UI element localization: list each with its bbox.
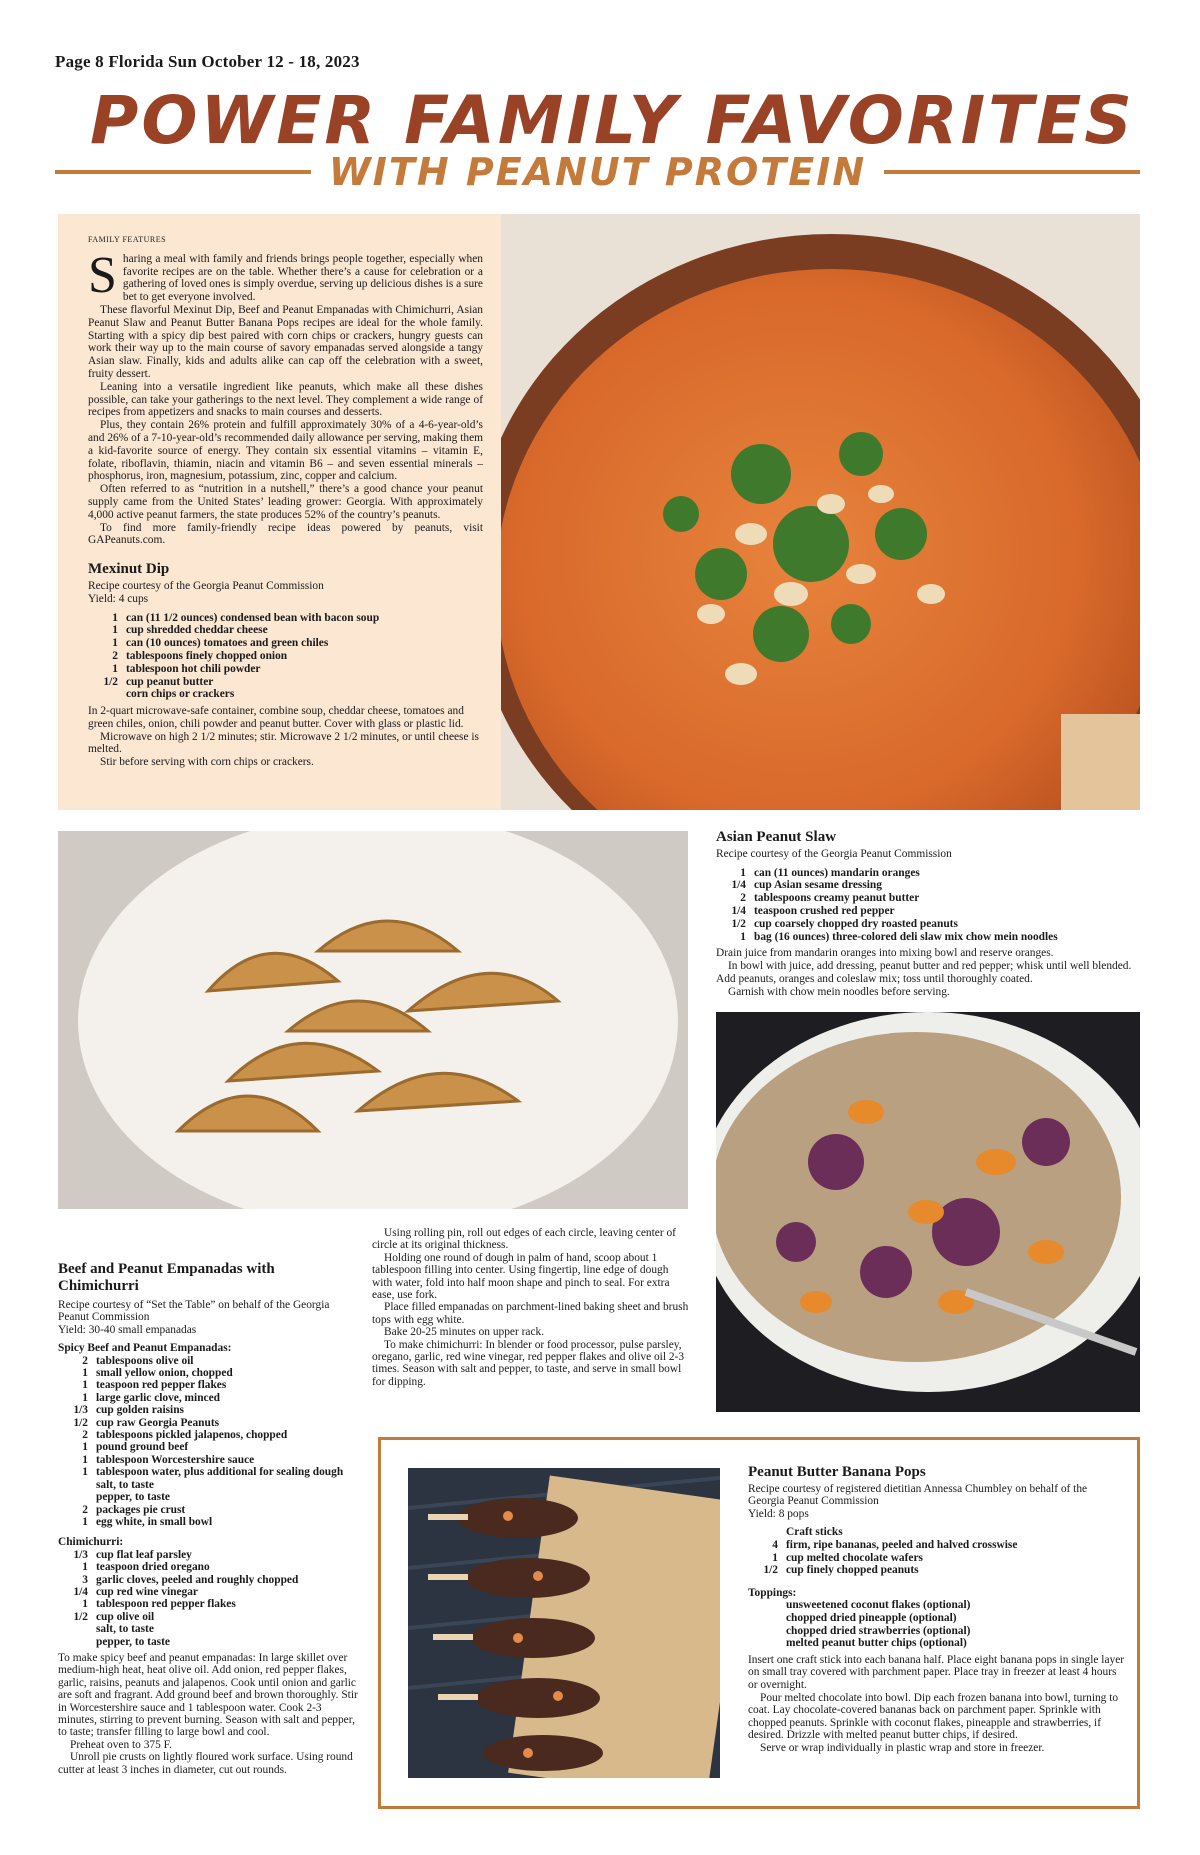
ingredient-text: tablespoons pickled jalapenos, chopped xyxy=(96,1429,288,1442)
page-folio: Page 8 Florida Sun October 12 - 18, 2023 xyxy=(55,52,360,71)
ingredient-text: tablespoons olive oil xyxy=(96,1354,194,1367)
ingredient-row xyxy=(88,688,483,701)
ingredient-text: tablespoons creamy peanut butter xyxy=(754,892,920,905)
ingredient-row xyxy=(748,1612,1126,1625)
direction-step: Preheat oven to 375 F. xyxy=(70,1738,172,1751)
ingredient-text: tablespoons finely chopped onion xyxy=(126,649,288,662)
direction-step: In bowl with juice, add dressing, peanut butter and red pepper; whisk until well blended. Add peanuts, oranges and coleslaw mix; toss until thoroughly coated. xyxy=(716,960,1132,985)
ingredient-quantity: 1/4 xyxy=(73,1585,88,1598)
ingredient-quantity: 1/3 xyxy=(73,1404,88,1417)
subhead-rule-left xyxy=(55,170,311,174)
ingredient-row xyxy=(716,918,1136,931)
ingredient-quantity xyxy=(58,1491,96,1503)
pops-title: Peanut Butter Banana Pops xyxy=(748,1464,926,1480)
pops-toppings xyxy=(748,1599,1126,1649)
pops-toppings-label: Toppings: xyxy=(748,1586,797,1599)
empanadas-title: Beef and Peanut Empanadas with Chimichurri xyxy=(58,1261,275,1294)
ingredient-row xyxy=(58,1466,358,1478)
ingredient-row xyxy=(58,1367,358,1379)
ingredient-quantity xyxy=(58,1623,96,1635)
ingredient-quantity: 1 xyxy=(82,1598,88,1611)
ingredient-row xyxy=(88,624,483,637)
direction-step: Pour melted chocolate into bowl. Dip each frozen banana into bowl, turning to coat. Lay chocolate-covered bananas back on parchment paper. Sprinkle with chopped peanuts. Sprinkle with coconut flakes, pineapple and strawberries, if desired. Drizzle with melted peanut butter chips, if desired. xyxy=(748,1691,1119,1742)
ingredient-quantity: 1 xyxy=(112,637,118,650)
ingredient-row xyxy=(716,905,1136,918)
ingredient-quantity xyxy=(748,1637,786,1650)
ingredient-row xyxy=(748,1637,1126,1650)
ingredient-row xyxy=(716,867,1136,880)
ingredient-row xyxy=(58,1355,358,1367)
ingredient-row xyxy=(58,1479,358,1491)
ingredient-row xyxy=(58,1574,358,1586)
drop-cap: S xyxy=(88,246,117,304)
ingredient-quantity: 1 xyxy=(740,930,746,943)
ingredient-row xyxy=(58,1636,358,1648)
ingredient-text: egg white, in small bowl xyxy=(96,1515,213,1528)
mexinut-dip-photo xyxy=(501,214,1140,810)
direction-step: To make spicy beef and peanut empanadas: In large skillet over medium-high heat, heat olive oil. Add onion, red pepper flakes, garlic, raisins, peanuts and jalapenos. Cook until onion and garlic are soft and fragrant. Add ground beef and brown thoroughly. Stir in Worcestershire sauce and 1 tablespoon water. Cook 2-3 minutes, stirring to prevent burning. Season with salt and pepper, to taste; transfer filling to large bowl and cool. xyxy=(58,1651,358,1739)
empanadas-ingredients xyxy=(58,1355,358,1529)
ingredient-text: chopped dried strawberries (optional) xyxy=(786,1624,971,1637)
direction-step: Bake 20-25 minutes on upper rack. xyxy=(384,1326,545,1339)
ingredient-text: unsweetened coconut flakes (optional) xyxy=(786,1599,971,1612)
ingredient-text: cup golden raisins xyxy=(96,1404,184,1417)
ingredient-row xyxy=(88,650,483,663)
ingredient-text: Craft sticks xyxy=(786,1526,843,1539)
ingredient-quantity: 1/2 xyxy=(73,1610,88,1623)
ingredient-row xyxy=(88,637,483,650)
ingredient-text: cup finely chopped peanuts xyxy=(786,1564,919,1577)
direction-step: Insert one craft stick into each banana half. Place eight banana pops in single layer on small tray covered with parchment paper. Place tray in freezer at least 4 hours or overnight. xyxy=(748,1653,1125,1691)
mexinut-yield: Yield: 4 cups xyxy=(88,592,149,605)
ingredient-quantity xyxy=(748,1599,786,1612)
ingredient-row xyxy=(58,1611,358,1623)
ingredient-quantity: 1 xyxy=(112,624,118,637)
ingredient-row xyxy=(58,1516,358,1528)
ingredient-quantity xyxy=(748,1526,786,1539)
ingredient-quantity: 1/4 xyxy=(731,879,746,892)
direction-step: Place filled empanadas on parchment-lined baking sheet and brush tops with egg white. xyxy=(372,1301,689,1326)
ingredient-text: teaspoon crushed red pepper xyxy=(754,904,895,917)
ingredient-quantity xyxy=(748,1625,786,1638)
ingredient-row xyxy=(58,1504,358,1516)
pops-yield: Yield: 8 pops xyxy=(748,1507,809,1520)
ingredient-row xyxy=(716,931,1136,944)
empanadas-credit: Recipe courtesy of “Set the Table” on behalf of the Georgia Peanut Commission xyxy=(58,1299,330,1324)
ingredient-text: chopped dried pineapple (optional) xyxy=(786,1611,957,1624)
ingredient-quantity: 1 xyxy=(82,1391,88,1404)
direction-step: Unroll pie crusts on lightly floured work surface. Using round cutter at least 3 inches in diameter, cut out rounds. xyxy=(58,1751,353,1776)
ingredient-text: cup red wine vinegar xyxy=(96,1585,198,1598)
ingredient-quantity: 4 xyxy=(772,1538,778,1551)
ingredient-text: pound ground beef xyxy=(96,1441,189,1454)
ingredient-quantity: 2 xyxy=(112,649,118,662)
banana-pops-recipe xyxy=(748,1466,1126,1754)
ingredient-row xyxy=(748,1526,1126,1539)
intro-paragraph: These flavorful Mexinut Dip, Beef and Peanut Empanadas with Chimichurri, Asian Peanut Slaw and Peanut Butter Banana Pops recipes are ideal for the whole family. Starting with a spicy dip best paired with corn chips or crackers, hungry guests can work their way up to the main course of savory empanadas served alongside a tangy Asian slaw. Finally, kids and adults alike can cap off the celebration with a sweet, fruity dessert. xyxy=(88,303,483,380)
ingredient-text: can (11 1/2 ounces) condensed bean with bacon soup xyxy=(126,611,380,624)
ingredient-quantity: 1 xyxy=(740,866,746,879)
mexinut-title: Mexinut Dip xyxy=(88,561,170,578)
pops-ingredients xyxy=(748,1526,1126,1576)
ingredient-text: tablespoon water, plus additional for sealing dough xyxy=(96,1466,344,1479)
ingredient-row xyxy=(748,1625,1126,1638)
direction-step: Holding one round of dough in palm of hand, scoop about 1 tablespoon filling into center. Using fingertip, line edge of dough with water, fold into half moon shape and pinch to seal. For extra ease, use fork. xyxy=(372,1251,670,1302)
ingredient-text: cup flat leaf parsley xyxy=(96,1548,192,1561)
ingredient-text: tablespoon Worcestershire sauce xyxy=(96,1453,255,1466)
ingredient-text: can (10 ounces) tomatoes and green chiles xyxy=(126,637,329,650)
pops-credit: Recipe courtesy of registered dietitian Annessa Chumbley on behalf of the Georgia Peanut Commission xyxy=(748,1482,1088,1508)
ingredient-text: large garlic clove, minced xyxy=(96,1391,220,1404)
ingredient-quantity: 3 xyxy=(82,1573,88,1586)
ingredient-row xyxy=(58,1454,358,1466)
ingredient-text: small yellow onion, chopped xyxy=(96,1367,233,1380)
empanadas-directions xyxy=(58,1652,358,1776)
headline: POWER FAMILY FAVORITES xyxy=(90,82,1135,159)
peanut-slaw-photo xyxy=(716,1012,1140,1412)
slaw-directions xyxy=(716,947,1136,998)
ingredient-quantity: 2 xyxy=(82,1429,88,1442)
subhead: WITH PEANUT PROTEIN xyxy=(328,150,867,194)
direction-step: To make chimichurri: In blender or food processor, pulse parsley, oregano, garlic, red wine vinegar, red pepper flakes and olive oil 2-3 times. Season with salt and pepper, to taste, and serve in small bowl for dipping. xyxy=(372,1338,685,1388)
intro-paragraph: Plus, they contain 26% protein and fulfill approximately 30% of a 4-6-year-old’s and 26% of a 7-10-year-old’s recommended daily allowance per serving, making them a kid-favorite source of energy. They contain six essential vitamins – vitamin E, folate, riboflavin, thiamin, niacin and vitamin B6 – and seven essential minerals – phosphorus, iron, magnesium, potassium, zinc, copper and calcium. xyxy=(88,419,483,483)
direction-step: Microwave on high 2 1/2 minutes; stir. Microwave 2 1/2 minutes, or until cheese is melted. xyxy=(88,730,479,756)
ingredient-row xyxy=(88,612,483,625)
chimichurri-ingredients xyxy=(58,1549,358,1648)
intro-paragraph: To find more family-friendly recipe ideas powered by peanuts, visit GAPeanuts.com. xyxy=(88,521,483,547)
ingredient-row xyxy=(58,1392,358,1404)
ingredient-row xyxy=(58,1404,358,1416)
ingredient-quantity: 1/2 xyxy=(731,917,746,930)
ingredient-text: tablespoon hot chili powder xyxy=(126,662,261,675)
chimichurri-subhead: Chimichurri: xyxy=(58,1536,124,1549)
subhead-row xyxy=(55,150,1140,194)
ingredient-quantity: 1/2 xyxy=(103,675,118,688)
banana-pops-photo xyxy=(408,1468,720,1778)
ingredient-quantity: 1 xyxy=(82,1379,88,1392)
ingredient-row xyxy=(748,1599,1126,1612)
ingredient-text: teaspoon red pepper flakes xyxy=(96,1379,227,1392)
ingredient-text: cup shredded cheddar cheese xyxy=(126,624,268,637)
mexinut-directions xyxy=(88,705,483,769)
intro-box xyxy=(58,214,501,810)
ingredient-text: salt, to taste xyxy=(96,1623,154,1636)
ingredient-text: cup melted chocolate wafers xyxy=(786,1551,923,1564)
ingredient-quantity xyxy=(58,1636,96,1648)
ingredient-quantity: 2 xyxy=(740,892,746,905)
empanadas-directions-continued xyxy=(372,1227,690,1388)
ingredient-text: salt, to taste xyxy=(96,1478,154,1491)
ingredient-row xyxy=(58,1623,358,1635)
slaw-title: Asian Peanut Slaw xyxy=(716,829,837,845)
ingredient-row xyxy=(748,1552,1126,1565)
ingredient-text: cup raw Georgia Peanuts xyxy=(96,1416,220,1429)
kicker: FAMILY FEATURES xyxy=(88,235,167,244)
ingredient-quantity: 1 xyxy=(82,1515,88,1528)
ingredient-text: cup olive oil xyxy=(96,1610,155,1623)
ingredient-row xyxy=(58,1417,358,1429)
empanadas-recipe xyxy=(58,1261,358,1776)
ingredient-text: bag (16 ounces) three-colored deli slaw mix chow mein noodles xyxy=(754,930,1058,943)
ingredient-text: corn chips or crackers xyxy=(126,688,235,701)
intro-paragraph: Often referred to as “nutrition in a nutshell,” there’s a good chance your peanut supply came from the United States’ leading grower: Georgia. With approximately 4,000 active peanut farmers, the state produces 52% of the country’s peanuts. xyxy=(88,483,483,521)
slaw-recipe xyxy=(716,831,1136,999)
ingredient-text: can (11 ounces) mandarin oranges xyxy=(754,866,920,879)
direction-step: Garnish with chow mein noodles before serving. xyxy=(728,985,950,998)
ingredient-quantity: 2 xyxy=(82,1503,88,1516)
ingredient-text: teaspoon dried oregano xyxy=(96,1561,210,1574)
ingredient-text: cup Asian sesame dressing xyxy=(754,879,882,892)
ingredient-quantity: 1 xyxy=(82,1561,88,1574)
empanadas-yield: Yield: 30-40 small empanadas xyxy=(58,1323,197,1336)
direction-step: In 2-quart microwave-safe container, combine soup, cheddar cheese, tomatoes and green chiles, onion, chili powder and peanut butter. Cover with glass or plastic lid. xyxy=(88,705,464,730)
slaw-ingredients xyxy=(716,867,1136,944)
pops-directions xyxy=(748,1654,1126,1755)
ingredient-row xyxy=(716,879,1136,892)
ingredient-quantity: 2 xyxy=(82,1354,88,1367)
ingredient-quantity: 1/4 xyxy=(731,904,746,917)
ingredient-quantity: 1 xyxy=(772,1551,778,1564)
ingredient-text: pepper, to taste xyxy=(96,1635,170,1648)
mexinut-ingredients xyxy=(88,612,483,702)
empanadas-photo xyxy=(58,831,688,1209)
ingredient-row xyxy=(88,663,483,676)
slaw-credit: Recipe courtesy of the Georgia Peanut Commission xyxy=(716,847,952,860)
ingredient-quantity: 1/2 xyxy=(763,1564,778,1577)
ingredient-row xyxy=(716,892,1136,905)
ingredient-row xyxy=(748,1539,1126,1552)
ingredient-text: firm, ripe bananas, peeled and halved crosswise xyxy=(786,1538,1018,1551)
ingredient-text: cup coarsely chopped dry roasted peanuts xyxy=(754,917,958,930)
ingredient-row xyxy=(58,1491,358,1503)
ingredient-quantity: 1 xyxy=(82,1367,88,1380)
ingredient-quantity: 1 xyxy=(82,1453,88,1466)
intro-text xyxy=(88,246,483,547)
ingredient-text: garlic cloves, peeled and roughly chopped xyxy=(96,1573,299,1586)
empanadas-subhead: Spicy Beef and Peanut Empanadas: xyxy=(58,1342,232,1355)
ingredient-text: cup peanut butter xyxy=(126,675,214,688)
ingredient-quantity xyxy=(58,1479,96,1491)
ingredient-row xyxy=(58,1549,358,1561)
ingredient-row xyxy=(88,676,483,689)
ingredient-row xyxy=(58,1586,358,1598)
ingredient-quantity xyxy=(748,1612,786,1625)
ingredient-text: tablespoon red pepper flakes xyxy=(96,1598,236,1611)
intro-paragraph: Leaning into a versatile ingredient like peanuts, which make all these dishes possible, can take your gatherings to the next level. They complement a wide range of recipes from appetizers and snacks to main courses and desserts. xyxy=(88,380,483,419)
ingredient-quantity: 1 xyxy=(82,1441,88,1454)
direction-step: Serve or wrap individually in plastic wrap and store in freezer. xyxy=(760,1741,1045,1754)
ingredient-quantity: 1/3 xyxy=(73,1548,88,1561)
intro-lead: haring a meal with family and friends brings people together, especially when favorite recipes are on the table. Whether there’s a cause for celebration or a gathering of loved ones is simply overdue, serving up delicious dishes is a sure bet to get everyone involved. xyxy=(122,252,483,304)
ingredient-quantity: 1/2 xyxy=(73,1416,88,1429)
ingredient-row xyxy=(748,1564,1126,1577)
ingredient-quantity: 1 xyxy=(112,662,118,675)
mexinut-credit: Recipe courtesy of the Georgia Peanut Commission xyxy=(88,579,324,592)
ingredient-text: pepper, to taste xyxy=(96,1491,170,1504)
ingredient-row xyxy=(58,1598,358,1610)
direction-step: Drain juice from mandarin oranges into mixing bowl and reserve oranges. xyxy=(716,947,1054,960)
direction-step: Stir before serving with corn chips or crackers. xyxy=(100,756,314,769)
ingredient-quantity: 1 xyxy=(112,611,118,624)
subhead-rule-right xyxy=(884,170,1140,174)
ingredient-text: melted peanut butter chips (optional) xyxy=(786,1637,967,1650)
ingredient-quantity xyxy=(88,688,126,701)
ingredient-row xyxy=(58,1441,358,1453)
ingredient-row xyxy=(58,1561,358,1573)
ingredient-quantity: 1 xyxy=(82,1466,88,1479)
ingredient-row xyxy=(58,1379,358,1391)
ingredient-row xyxy=(58,1429,358,1441)
ingredient-text: packages pie crust xyxy=(96,1503,186,1516)
direction-step: Using rolling pin, roll out edges of each circle, leaving center of circle at its original thickness. xyxy=(372,1227,676,1252)
